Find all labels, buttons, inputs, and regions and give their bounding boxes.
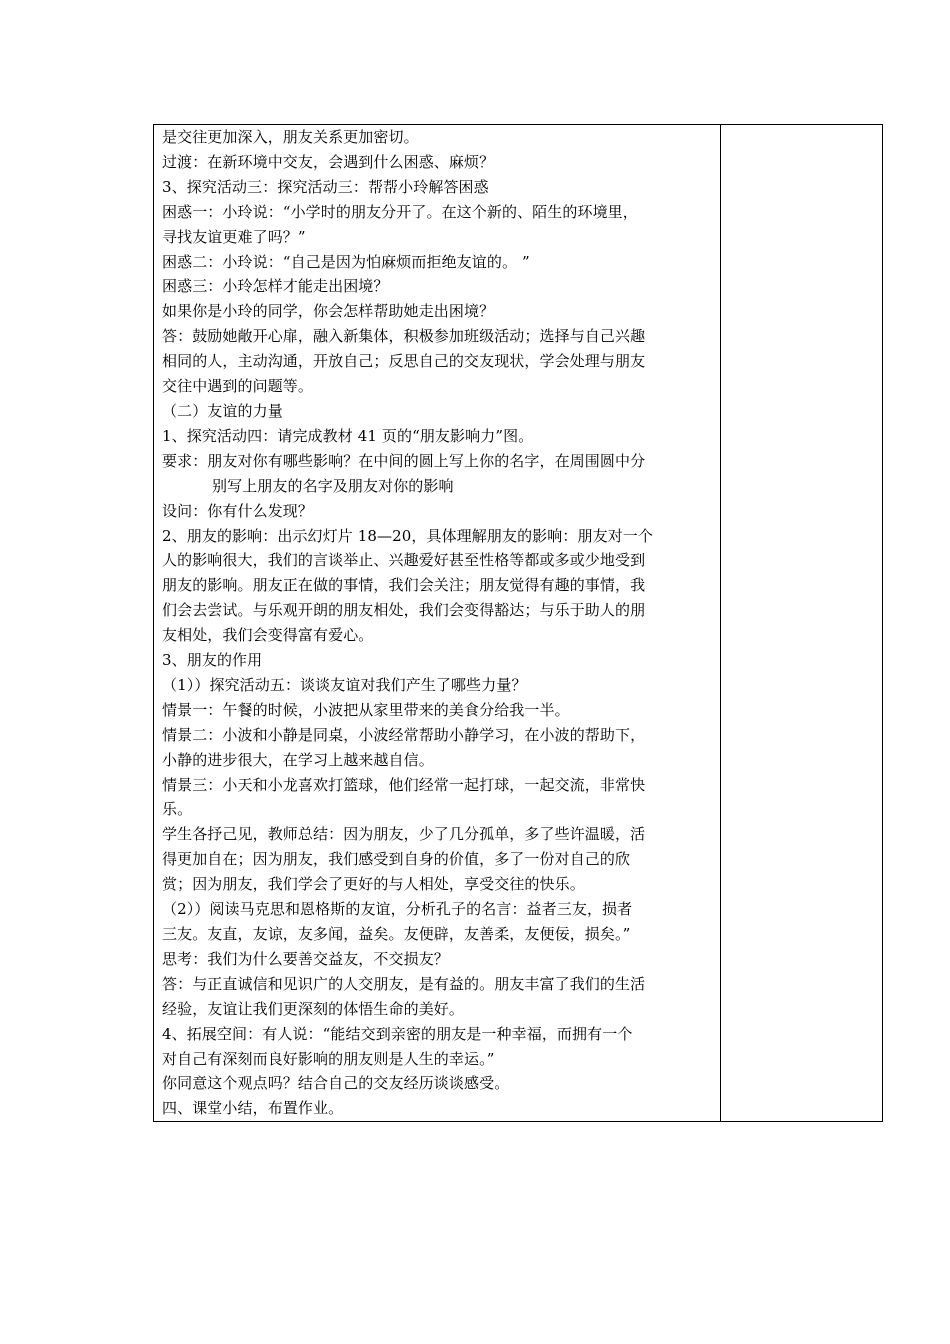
text-line: 小静的进步很大，在学习上越来越自信。: [162, 750, 434, 769]
text-line: 赏；因为朋友，我们学会了更好的与人相处，享受交往的快乐。: [162, 875, 585, 894]
text-line: 答：鼓励她敞开心扉，融入新集体，积极参加班级活动；选择与自己兴趣: [162, 327, 646, 346]
text-line: 困惑三：小玲怎样才能走出困境？: [162, 277, 389, 296]
text-line: 3、朋友的作用: [162, 651, 263, 670]
text-line: 是交往更加深入，朋友关系更加密切。: [162, 128, 419, 146]
table-row: [154, 125, 883, 1122]
text-line: 3、探究活动三：探究活动三：帮帮小玲解答困惑: [162, 177, 489, 196]
notes-cell: [721, 125, 883, 1122]
text-line: 情景二：小波和小静是同桌，小波经常帮助小静学习，在小波的帮助下，: [162, 725, 646, 744]
text-line: 相同的人，主动沟通，开放自己；反思自己的交友现状，学会处理与朋友: [162, 352, 646, 371]
text-line: 过渡：在新环境中交友，会遇到什么困惑、麻烦？: [162, 152, 495, 171]
text-line: 三友。友直，友谅，友多闻，益矣。友便辟，友善柔，友便佞，损矣。”: [162, 925, 631, 943]
text-line: 情景一：午餐的时候，小波把从家里带来的美食分给我一半。: [162, 700, 570, 719]
text-line: 朋友的影响。朋友正在做的事情，我们会关注；朋友觉得有趣的事情，我: [162, 576, 646, 595]
text-line: 得更加自在；因为朋友，我们感受到自身的价值，多了一份对自己的欣: [162, 850, 631, 869]
text-line: 如果你是小玲的同学，你会怎样帮助她走出困境？: [162, 302, 495, 321]
text-line: 设问：你有什么发现？: [162, 501, 314, 520]
text-line: 要求：朋友对你有哪些影响？在中间的圆上写上你的名字，在周围圆中分: [162, 451, 646, 470]
lesson-content-cell: [154, 125, 721, 1122]
text-line: 别写上朋友的名字及朋友对你的影响: [212, 476, 454, 495]
text-line: 答：与正直诚信和见识广的人交朋友，是有益的。朋友丰富了我们的生活: [162, 974, 646, 993]
lesson-table: [153, 124, 883, 1122]
text-line: 交往中遇到的问题等。: [162, 377, 314, 396]
text-line: 对自己有深刻而良好影响的朋友则是人生的幸运。”: [162, 1049, 495, 1068]
text-line: 们会去尝试。与乐观开朗的朋友相处，我们会变得豁达；与乐于助人的朋: [162, 601, 646, 620]
text-line: 友相处，我们会变得富有爱心。: [162, 626, 374, 645]
text-line: （1））探究活动五：谈谈友谊对我们产生了哪些力量？: [162, 675, 527, 694]
text-line: 你同意这个观点吗？结合自己的交友经历谈谈感受。: [162, 1074, 510, 1093]
text-line: 4、拓展空间：有人说：“能结交到亲密的朋友是一种幸福，而拥有一个: [162, 1024, 633, 1043]
text-line: 学生各抒己见，教师总结：因为朋友，少了几分孤单，多了些许温暖，活: [162, 825, 646, 844]
text-line: 人的影响很大，我们的言谈举止、兴趣爱好甚至性格等都或多或少地受到: [162, 551, 646, 570]
text-line: 2、朋友的影响：出示幻灯片 18—20，具体理解朋友的影响：朋友对一个: [162, 526, 653, 545]
text-line: 困惑一：小玲说：“小学时的朋友分开了。在这个新的、陌生的环境里，: [162, 202, 638, 221]
text-line: 情景三：小天和小龙喜欢打篮球，他们经常一起打球，一起交流，非常快: [162, 775, 646, 794]
text-line: 1、探究活动四：请完成教材 41 页的“朋友影响力”图。: [162, 426, 534, 445]
text-line: 经验，友谊让我们更深刻的体悟生命的美好。: [162, 999, 465, 1018]
section-heading: 四、课堂小结，布置作业。: [162, 1099, 344, 1118]
text-line: 思考：我们为什么要善交益友，不交损友？: [162, 949, 449, 968]
text-line: （2））阅读马克思和恩格斯的友谊，分析孔子的名言：益者三友，损者: [162, 900, 633, 919]
section-heading: （二）友谊的力量: [162, 401, 283, 420]
text-line: 乐。: [162, 800, 193, 819]
text-line: 寻找友谊更难了吗？”: [162, 227, 306, 246]
text-line: 困惑二：小玲说：“自己是因为怕麻烦而拒绝友谊的。 ”: [162, 252, 530, 271]
